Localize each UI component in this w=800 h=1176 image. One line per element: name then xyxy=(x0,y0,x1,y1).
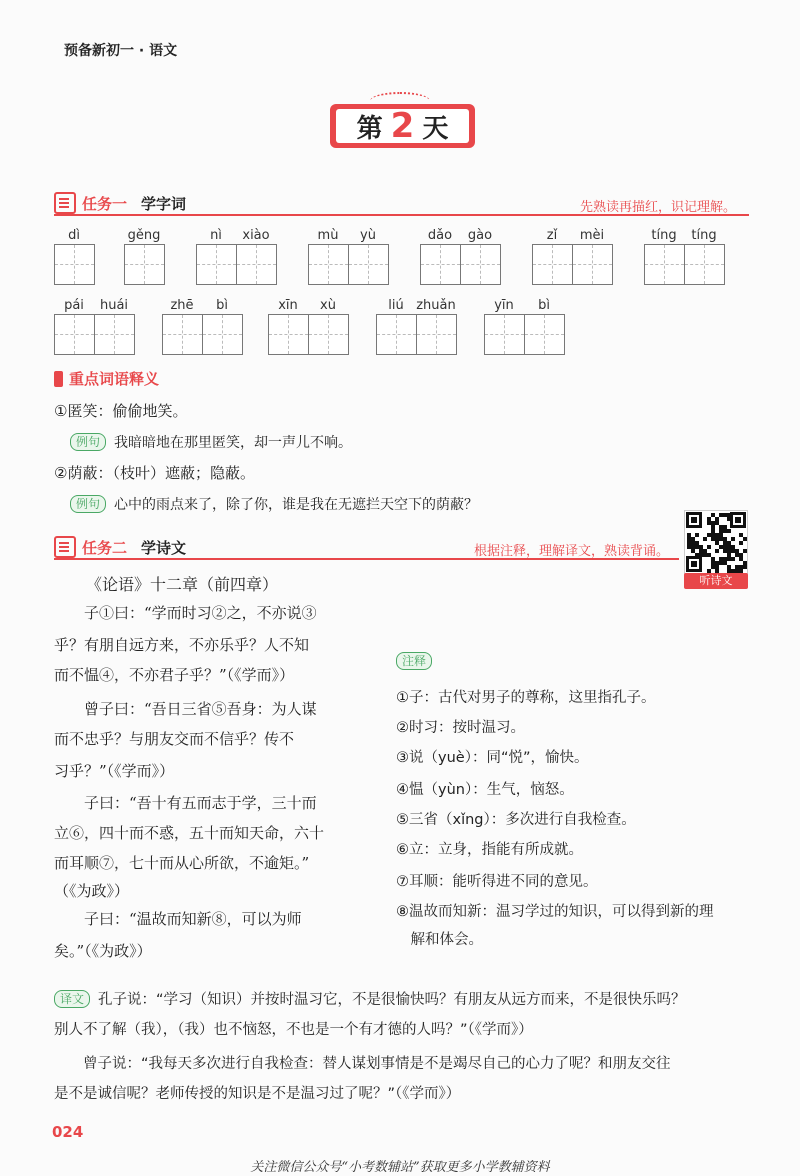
poem-line: 曾子曰：“吾日三省⑤吾身：为人谋 xyxy=(54,700,317,718)
pinyin-syllable: mèi xyxy=(579,228,605,243)
note-item: ⑧温故而知新：温习学过的知识，可以得到新的理 xyxy=(396,904,714,920)
keyword-example-1 xyxy=(70,432,352,452)
writing-grid-box[interactable] xyxy=(349,244,389,285)
pinyin-syllable: nì xyxy=(210,228,222,243)
writing-grid-box[interactable] xyxy=(420,244,461,285)
writing-grid-box[interactable] xyxy=(685,244,725,285)
word-practice-group xyxy=(644,228,725,285)
pinyin-syllable: gěng xyxy=(127,228,161,243)
word-practice-group xyxy=(268,298,349,355)
poem-line: 子曰：“吾十有五而志于学，三十而 xyxy=(54,794,317,812)
note-item: ②时习：按时温习。 xyxy=(396,720,525,736)
bookmark-icon xyxy=(54,371,63,387)
pinyin-row xyxy=(532,228,613,244)
translation-line: 曾子说：“我每天多次进行自我检查：替人谋划事情是不是竭尽自己的心力了呢？和朋友交往 xyxy=(54,1056,671,1072)
pinyin-syllable: tíng xyxy=(691,228,717,243)
pinyin-row xyxy=(196,228,277,244)
writing-grid-box[interactable] xyxy=(376,314,417,355)
notes-heading xyxy=(396,650,440,670)
notes-tag: 注释 xyxy=(396,652,432,670)
writing-grid-box[interactable] xyxy=(203,314,243,355)
keywords-heading xyxy=(54,368,159,389)
note-item: ⑤三省（xǐng）：多次进行自我检查。 xyxy=(396,812,636,828)
pinyin-row xyxy=(308,228,389,244)
task2-tip: 根据注释，理解译文，熟读背诵。 xyxy=(474,544,670,559)
translation-first-line xyxy=(54,988,686,1009)
day-prefix: 第 xyxy=(356,113,383,144)
pinyin-row xyxy=(420,228,501,244)
day-suffix: 天 xyxy=(422,113,449,144)
pinyin-row xyxy=(54,228,95,244)
translation-line: 别人不了解（我），（我）也不恼怒，不也是一个有才德的人吗？”（《学而》） xyxy=(54,1022,533,1038)
example-text: 我暗暗地在那里匿笑，却一声儿不响。 xyxy=(114,435,353,451)
word-practice-group xyxy=(484,298,565,355)
poem-line: 立⑥，四十而不惑，五十而知天命，六十 xyxy=(54,824,325,842)
writing-grid-box[interactable] xyxy=(162,314,203,355)
pinyin-syllable: zhē xyxy=(170,298,194,313)
word-practice-group xyxy=(532,228,613,285)
pinyin-syllable: xīn xyxy=(278,298,298,313)
listen-poem-label[interactable]: 听诗文 xyxy=(684,573,748,589)
writing-grid-box[interactable] xyxy=(54,314,95,355)
pinyin-syllable: yù xyxy=(360,228,376,243)
pinyin-syllable: xiào xyxy=(242,228,270,243)
task1-name: 学字词 xyxy=(141,194,187,213)
note-item: ④愠（yùn）：生气，恼怒。 xyxy=(396,782,574,798)
translation-line: 孔子说：“学习（知识）并按时温习它，不是很愉快吗？有朋友从远方而来，不是很快乐吗？ xyxy=(98,992,686,1008)
task1-tip: 先熟读再描红，识记理解。 xyxy=(580,200,737,215)
example-text: 心中的雨点来了，除了你，谁是我在无遮拦天空下的荫蔽？ xyxy=(114,497,479,513)
example-tag: 例句 xyxy=(70,495,106,513)
example-tag: 例句 xyxy=(70,433,106,451)
pinyin-syllable: huái xyxy=(99,298,129,313)
poem-line: 而不忠乎？与朋友交而不信乎？传不 xyxy=(54,730,295,748)
writing-grid-box[interactable] xyxy=(309,314,349,355)
task2-label: 任务二 xyxy=(82,538,128,557)
pinyin-syllable: bì xyxy=(216,298,228,313)
task-icon xyxy=(54,192,76,214)
pinyin-syllable: liú xyxy=(388,298,404,313)
task-icon xyxy=(54,536,76,558)
keywords-heading-text: 重点词语释义 xyxy=(69,370,160,388)
note-item: ⑥立：立身，指能有所成就。 xyxy=(396,842,583,858)
poem-line: 乎？有朋自远方来，不亦乐乎？人不知 xyxy=(54,636,310,654)
writing-grid-box[interactable] xyxy=(268,314,309,355)
writing-grid-box[interactable] xyxy=(532,244,573,285)
pinyin-syllable: mù xyxy=(317,228,339,243)
pinyin-row xyxy=(376,298,457,314)
keyword-def-1: ①匿笑：偷偷地笑。 xyxy=(54,402,188,420)
poem-line: 习乎？”（《学而》） xyxy=(54,762,175,780)
word-practice-group xyxy=(54,298,135,355)
word-practice-group xyxy=(124,228,165,285)
pinyin-syllable: dì xyxy=(68,228,80,243)
pinyin-syllable: bì xyxy=(538,298,550,313)
pinyin-row xyxy=(268,298,349,314)
poem-line: 而耳顺⑦，七十而从心所欲，不逾矩。” xyxy=(54,854,310,872)
poem-line: 而不愠④，不亦君子乎？”（《学而》） xyxy=(54,666,295,684)
writing-grid-box[interactable] xyxy=(484,314,525,355)
task1-label: 任务一 xyxy=(82,194,128,213)
pinyin-syllable: zhuǎn xyxy=(416,298,456,313)
pinyin-row xyxy=(644,228,725,244)
pinyin-syllable: gào xyxy=(467,228,493,243)
writing-grid-box[interactable] xyxy=(644,244,685,285)
pinyin-syllable: pái xyxy=(64,298,84,313)
day-number: 2 xyxy=(390,106,415,146)
writing-grid-box[interactable] xyxy=(308,244,349,285)
task2-header xyxy=(54,534,186,560)
day-badge xyxy=(330,104,475,148)
word-practice-group xyxy=(162,298,243,355)
poem-line: 子曰：“温故而知新⑧，可以为师 xyxy=(54,910,302,928)
writing-grid-box[interactable] xyxy=(95,314,135,355)
writing-grid-box[interactable] xyxy=(124,244,165,285)
poem-title: 《论语》十二章（前四章） xyxy=(86,575,279,594)
writing-grid-box[interactable] xyxy=(54,244,95,285)
word-practice-group xyxy=(196,228,277,285)
writing-grid-box[interactable] xyxy=(461,244,501,285)
page-number: 024 xyxy=(52,1123,84,1141)
writing-grid-box[interactable] xyxy=(417,314,457,355)
word-practice-group xyxy=(376,298,457,355)
keyword-example-2 xyxy=(70,494,478,514)
pinyin-row xyxy=(124,228,165,244)
pinyin-row xyxy=(484,298,565,314)
note-item: 解和体会。 xyxy=(396,932,483,948)
pinyin-row xyxy=(162,298,243,314)
translation-line: 是不是诚信呢？老师传授的知识是不是温习过了呢？”（《学而》） xyxy=(54,1086,461,1102)
running-header: 预备新初一 · 语文 xyxy=(64,43,178,59)
translation-tag: 译文 xyxy=(54,990,90,1008)
writing-grid-box[interactable] xyxy=(525,314,565,355)
qr-code[interactable] xyxy=(684,510,748,574)
task2-name: 学诗文 xyxy=(141,538,187,557)
note-item: ⑦耳顺：能听得进不同的意见。 xyxy=(396,874,598,890)
pinyin-row xyxy=(54,298,135,314)
pinyin-syllable: xù xyxy=(320,298,336,313)
task1-header xyxy=(54,190,186,216)
footer-note: 关注微信公众号“小考数辅站”获取更多小学教辅资料 xyxy=(250,1160,550,1175)
word-practice-group xyxy=(54,228,95,285)
poem-line: 矣。”（《为政》） xyxy=(54,942,152,960)
writing-grid-box[interactable] xyxy=(237,244,277,285)
pinyin-syllable: zǐ xyxy=(546,228,558,243)
pinyin-syllable: yīn xyxy=(494,298,514,313)
poem-line: （《为政》） xyxy=(54,882,130,900)
pinyin-syllable: dǎo xyxy=(427,228,453,243)
note-item: ③说（yuè）：同“悦”，愉快。 xyxy=(396,750,589,766)
writing-grid-box[interactable] xyxy=(196,244,237,285)
poem-line: 子①曰：“学而时习②之，不亦说③ xyxy=(54,604,317,622)
word-practice-group xyxy=(308,228,389,285)
note-item: ①子：古代对男子的尊称，这里指孔子。 xyxy=(396,690,656,706)
keyword-def-2: ②荫蔽：（枝叶）遮蔽；隐蔽。 xyxy=(54,464,255,482)
word-practice-group xyxy=(420,228,501,285)
writing-grid-box[interactable] xyxy=(573,244,613,285)
pinyin-syllable: tíng xyxy=(651,228,677,243)
